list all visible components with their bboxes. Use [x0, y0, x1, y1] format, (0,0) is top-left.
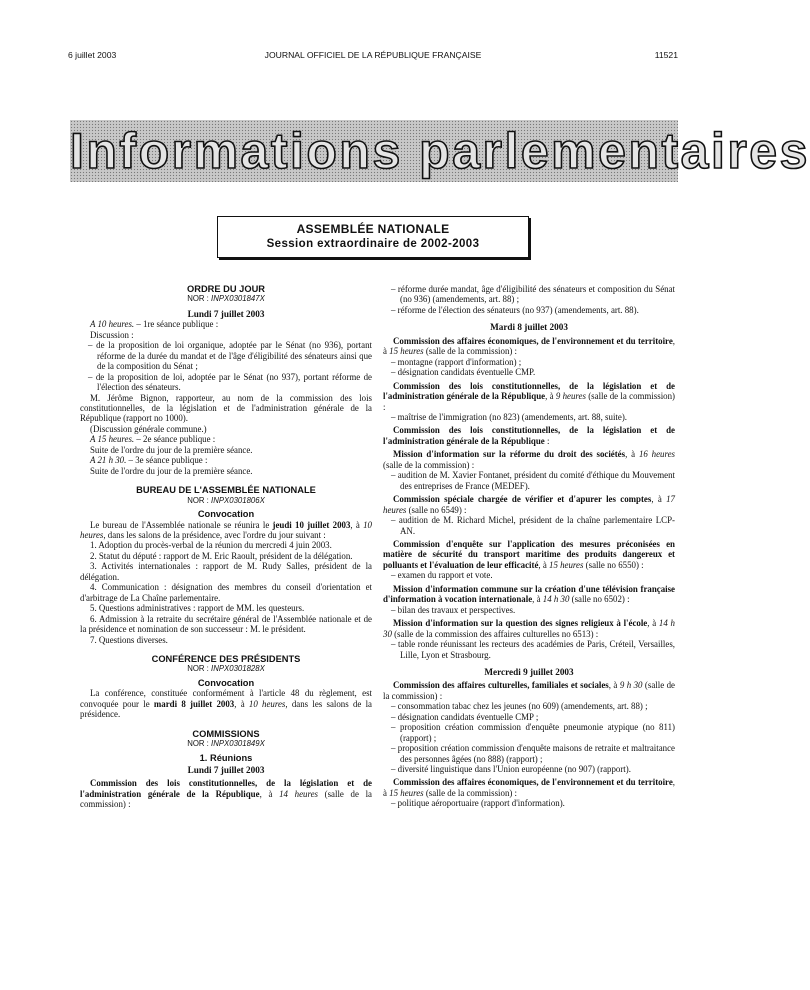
time: A 21 h 30.	[90, 455, 127, 466]
text: , à	[383, 777, 675, 798]
text: – 2e séance publique :	[134, 434, 216, 445]
text: (salle de la commission) :	[423, 346, 518, 357]
text: (salle de la commission) :	[423, 787, 518, 798]
time: 16 heures	[638, 449, 675, 460]
commission-name: Mission d'information sur la réforme du droit des sociétés	[393, 449, 626, 460]
commission-entry	[383, 425, 675, 446]
nor-label: NOR :	[187, 495, 209, 505]
text: , à	[608, 680, 620, 691]
assembly-title-box	[217, 216, 529, 258]
date: jeudi 10 juillet 2003	[272, 519, 351, 530]
commission-entry	[383, 336, 675, 357]
left-column	[80, 284, 372, 810]
time: 15 heures	[389, 787, 424, 798]
text: , à	[545, 391, 556, 402]
text: (salle no 6502) :	[569, 594, 630, 605]
text: (salle de la commission) :	[383, 680, 675, 701]
paragraph	[80, 455, 372, 465]
commission-entry	[383, 584, 675, 605]
day-heading: Mardi 8 juillet 2003	[490, 322, 568, 333]
dash-item: – audition de M. Richard Michel, président de la chaîne parlementaire LCP-AN.	[391, 515, 675, 536]
assembly-title: ASSEMBLÉE NATIONALE	[296, 222, 450, 236]
agenda-item: 2. Statut du député : rapport de M. Eric Raoult, président de la délégation.	[90, 550, 353, 561]
header-journal-title: JOURNAL OFFICIEL DE LA RÉPUBLIQUE FRANÇAISE	[264, 50, 482, 60]
commission-name: Commission des lois constitutionnelles, de la législation et de l'administration générale de la République	[383, 425, 675, 446]
dash-item: – désignation candidats éventuelle CMP ;	[391, 711, 539, 722]
text: (salle no 6549) :	[406, 504, 467, 515]
agenda-item: 6. Admission à la retraite du secrétaire général de l'Assemblée nationale et de la présidence et nomination de son successeur : M. le président.	[80, 613, 372, 635]
day-heading: Mercredi 9 juillet 2003	[484, 666, 574, 677]
day-heading: Lundi 7 juillet 2003	[187, 308, 265, 319]
dash-item: – maîtrise de l'immigration (no 823) (amendements, art. 88, suite).	[391, 411, 627, 422]
commission-entry	[383, 777, 675, 798]
time: 15 heures	[389, 346, 424, 357]
paragraph	[80, 319, 372, 329]
text: – 1re séance publique :	[134, 319, 219, 330]
commission-name: Mission d'information sur la question des signes religieux à l'école	[393, 618, 648, 629]
dash-item: – examen du rapport et vote.	[391, 570, 493, 581]
time: 10 heures	[248, 698, 286, 709]
running-header	[68, 50, 678, 64]
text: :	[544, 435, 550, 446]
text: , dans les salons de la présidence, avec l'ordre du jour suivant :	[103, 529, 326, 540]
section-heading: CONFÉRENCE DES PRÉSIDENTS	[151, 653, 301, 664]
time: A 10 heures.	[90, 319, 135, 330]
text: – 3e séance publique :	[126, 455, 208, 466]
nor-code: INPX0301849X	[211, 739, 265, 749]
commission-name: Commission des affaires économiques, de l'environnement et du territoire	[393, 335, 673, 346]
paragraph: Suite de l'ordre du jour de la première séance.	[90, 465, 253, 476]
text: , à	[383, 335, 675, 357]
text: (salle de la commission des affaires culturelles no 6513) :	[391, 628, 599, 639]
dash-item: – table ronde réunissant les recteurs des académies de Paris, Créteil, Versailles, Lille, Lyon et Strasbourg.	[391, 639, 675, 660]
banner-title: Informations parlementaires	[70, 123, 810, 179]
paragraph: Suite de l'ordre du jour de la première séance.	[90, 444, 253, 455]
dash-item: – réforme de l'élection des sénateurs (no 937) (amendements, art. 88).	[391, 304, 639, 315]
dash-item: – réforme durée mandat, âge d'éligibilité des sénateurs et composition du Sénat (no 936) (amendements, art. 88) ;	[391, 284, 675, 305]
commission-entry	[80, 778, 372, 809]
nor-reference	[80, 496, 372, 506]
dash-item: – de la proposition de loi, adoptée par le Sénat (no 937), portant réforme de l'élection des sénateurs.	[88, 371, 372, 393]
commission-name: Commission des lois constitutionnelles, de la législation et de l'administration générale de la République	[80, 778, 372, 799]
session-title: Session extraordinaire de 2002-2003	[266, 238, 480, 250]
time: 9 h 30	[619, 680, 643, 691]
commission-name: Commission des lois constitutionnelles, de la législation et de l'administration générale de la République	[383, 380, 675, 402]
section-heading: COMMISSIONS	[192, 728, 260, 739]
text: , à	[647, 618, 659, 629]
commission-entry	[383, 449, 675, 470]
time: 9 heures	[555, 391, 586, 402]
commission-name: Mission d'information commune sur la création d'une télévision française d'information à vocation internationale	[383, 583, 675, 605]
text: Le bureau de l'Assemblée nationale se réunira le	[90, 519, 273, 530]
nor-reference	[80, 664, 372, 674]
commission-name: Commission des affaires économiques, de l'environnement et du territoire	[393, 777, 673, 788]
day-heading: Lundi 7 juillet 2003	[187, 765, 265, 776]
dash-item: – consommation tabac chez les jeunes (no 609) (amendements, art. 88) ;	[391, 701, 648, 712]
dash-item: – politique aéroportuaire (rapport d'information).	[391, 798, 565, 809]
text: , dans les salons de la présidence.	[80, 698, 372, 720]
nor-label: NOR :	[187, 739, 209, 749]
text: , à	[259, 788, 280, 799]
text: , à	[350, 519, 364, 530]
date: mardi 8 juillet 2003	[153, 698, 235, 709]
agenda-item: 7. Questions diverses.	[90, 634, 168, 645]
dash-item: – proposition création commission d'enquête maisons de retraite et maltraitance des personnes âgées (no 888) (rapport) ;	[391, 743, 675, 764]
commission-entry	[383, 494, 675, 515]
section-heading: ORDRE DU JOUR	[187, 284, 265, 294]
dash-item: – audition de M. Xavier Fontanet, président du comité d'éthique du Mouvement des entreprises de France (MEDEF).	[391, 470, 675, 491]
text: (salle de la commission) :	[383, 459, 475, 470]
section-banner	[70, 120, 810, 182]
nor-label: NOR :	[187, 294, 209, 304]
text: , à	[651, 494, 667, 505]
time: 10 heures	[80, 519, 372, 540]
text: (salle de la commission) :	[383, 391, 675, 412]
text: (salle de la commission) :	[80, 788, 372, 810]
subheading: Convocation	[197, 509, 255, 520]
commission-entry	[383, 539, 675, 570]
dash-item: – montagne (rapport d'information) ;	[391, 356, 522, 367]
commission-entry	[383, 381, 675, 412]
nor-code: INPX0301806X	[211, 495, 265, 505]
paragraph: Discussion :	[90, 329, 134, 340]
text: , à	[532, 594, 543, 605]
time: A 15 heures.	[90, 434, 135, 445]
text: La conférence, constituée conformément à l'article 48 du règlement, est convoquée pour le	[80, 688, 372, 709]
text: , à	[234, 698, 249, 709]
text: (salle no 6550) :	[583, 559, 644, 570]
commission-name: Commission des affaires culturelles, familiales et sociales	[393, 680, 609, 691]
commission-entry	[383, 618, 675, 639]
dash-item: – désignation candidats éventuelle CMP.	[391, 367, 536, 378]
dash-item: – de la proposition de loi organique, adoptée par le Sénat (no 936), portant réforme de la durée du mandat et de l'âge d'éligibilité des sénateurs ainsi que de la composition du Sénat ;	[88, 340, 372, 372]
subheading: Convocation	[197, 677, 255, 688]
header-date: 6 juillet 2003	[68, 50, 117, 60]
paragraph	[80, 688, 372, 719]
time: 14 heures	[279, 788, 318, 799]
dash-item: – diversité linguistique dans l'Union européenne (no 907) (rapport).	[391, 764, 631, 775]
commission-name: Commission d'enquête sur l'application des mesures préconisées en matière de sécurité du transport maritime des produits dangereux et polluants et l'évaluation de leur efficacité	[383, 538, 675, 570]
nor-reference	[80, 294, 372, 304]
text: , à	[625, 449, 639, 460]
agenda-item: 4. Communication : désignation des membres du conseil d'orientation et d'arbitrage de La Chaîne parlementaire.	[80, 582, 372, 603]
time: 14 h 30	[542, 594, 570, 605]
nor-code: INPX0301847X	[211, 294, 265, 304]
dash-item: – proposition création commission d'enquête pneumonie atypique (no 811) (rapport) ;	[391, 722, 675, 743]
agenda-item: 3. Activités internationales : rapport de M. Rudy Salles, président de la délégation.	[80, 561, 372, 582]
paragraph	[80, 520, 372, 541]
right-column	[383, 284, 675, 809]
paragraph: (Discussion générale commune.)	[90, 423, 207, 434]
dash-item: – bilan des travaux et perspectives.	[391, 604, 516, 615]
subheading: 1. Réunions	[199, 752, 253, 763]
time: 17 heures	[383, 494, 675, 515]
nor-reference	[80, 739, 372, 749]
commission-name: Commission spéciale chargée de vérifier et d'apurer les comptes	[393, 494, 652, 505]
agenda-item: 1. Adoption du procès-verbal de la réunion du mercredi 4 juin 2003.	[90, 540, 332, 551]
header-page-number: 11521	[654, 50, 678, 60]
time: 14 h 30	[383, 618, 675, 639]
paragraph: M. Jérôme Bignon, rapporteur, au nom de la commission des lois constitutionnelles, de la législation et de l'administration générale de la République (rapport no 1000).	[80, 392, 372, 424]
nor-code: INPX0301828X	[211, 664, 265, 674]
section-heading: BUREAU DE L'ASSEMBLÉE NATIONALE	[136, 485, 316, 496]
text: , à	[538, 559, 549, 570]
nor-label: NOR :	[187, 664, 209, 674]
agenda-item: 5. Questions administratives : rapport de MM. les questeurs.	[90, 603, 305, 614]
commission-entry	[383, 680, 675, 701]
time: 15 heures	[549, 559, 584, 570]
paragraph	[80, 434, 372, 444]
